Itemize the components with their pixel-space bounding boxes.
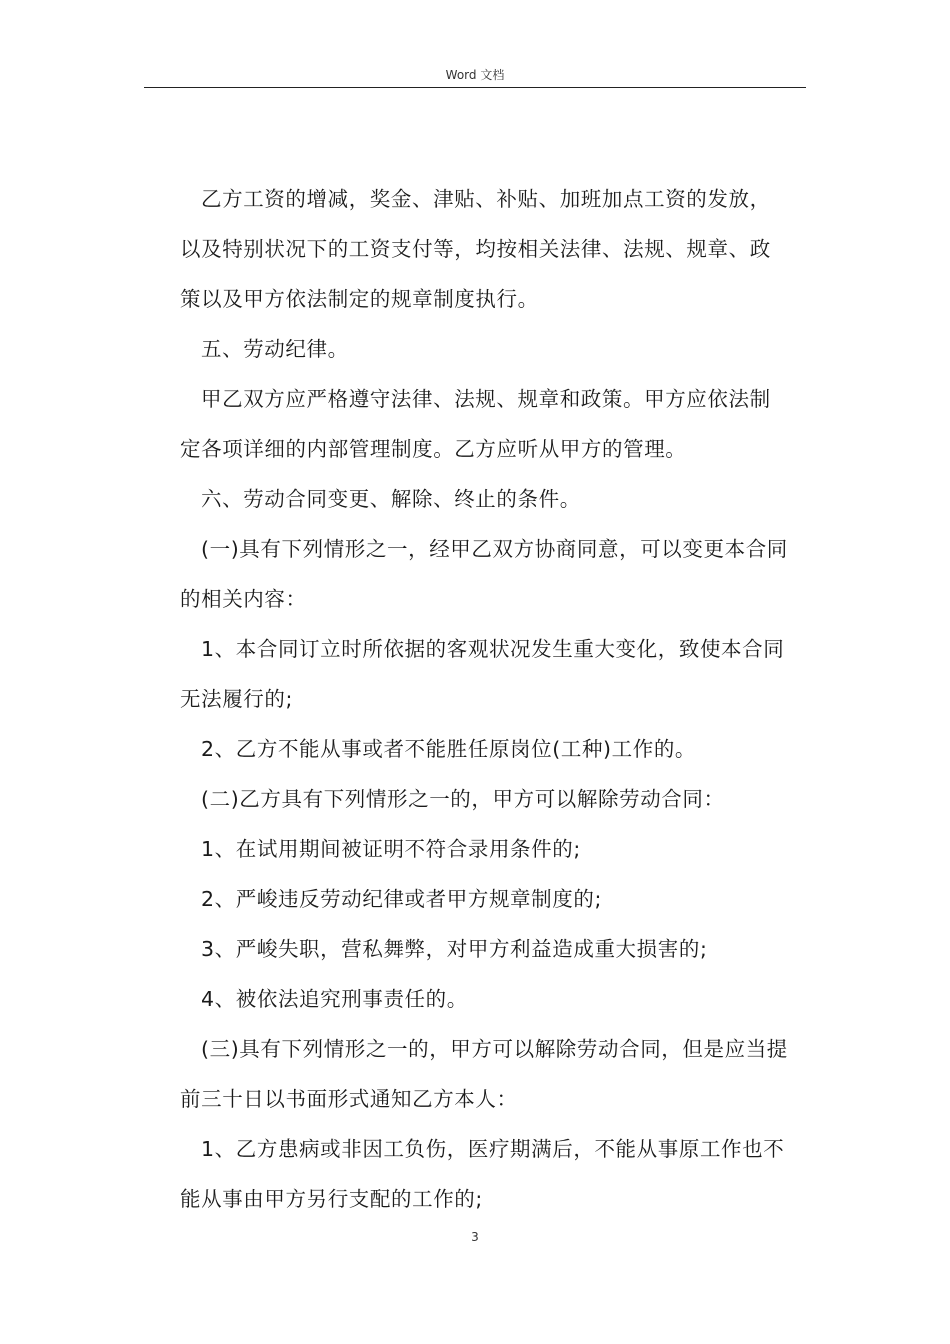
paragraph: 乙方工资的增减，奖金、津贴、补贴、加班加点工资的发放，以及特别状况下的工资支付等，均按相关法律、法规、规章、政策以及甲方依法制定的规章制度执行。 [180,187,771,311]
paragraph: 甲乙双方应严格遵守法律、法规、规章和政策。甲方应依法制定各项详细的内部管理制度。乙方应听从甲方的管理。 [180,387,771,461]
paragraph: (三)具有下列情形之一的，甲方可以解除劳动合同，但是应当提前三十日以书面形式通知乙方本人： [180,1037,788,1111]
paragraph: (二)乙方具有下列情形之一的，甲方可以解除劳动合同： [201,787,725,811]
list-item: 1、在试用期间被证明不符合录用条件的; [201,837,581,861]
list-item: 3、严峻失职，营私舞弊，对甲方利益造成重大损害的; [201,937,708,961]
list-item: 2、乙方不能从事或者不能胜任原岗位(工种)工作的。 [201,737,697,761]
list-item: 4、被依法追究刑事责任的。 [201,987,468,1011]
list-item: 1、本合同订立时所依据的客观状况发生重大变化，致使本合同无法履行的; [180,637,785,711]
list-item: 1、乙方患病或非因工负伤，医疗期满后，不能从事原工作也不能从事由甲方另行支配的工作的; [180,1137,785,1211]
section-heading: 六、劳动合同变更、解除、终止的条件。 [201,487,581,511]
page-header [144,58,806,88]
list-item: 2、严峻违反劳动纪律或者甲方规章制度的; [201,887,602,911]
document-body [180,174,790,1224]
paragraph: (一)具有下列情形之一，经甲乙双方协商同意，可以变更本合同的相关内容： [180,537,788,611]
page-number: 3 [471,1230,479,1244]
section-heading: 五、劳动纪律。 [201,337,349,361]
header-title: Word 文档 [445,68,505,82]
